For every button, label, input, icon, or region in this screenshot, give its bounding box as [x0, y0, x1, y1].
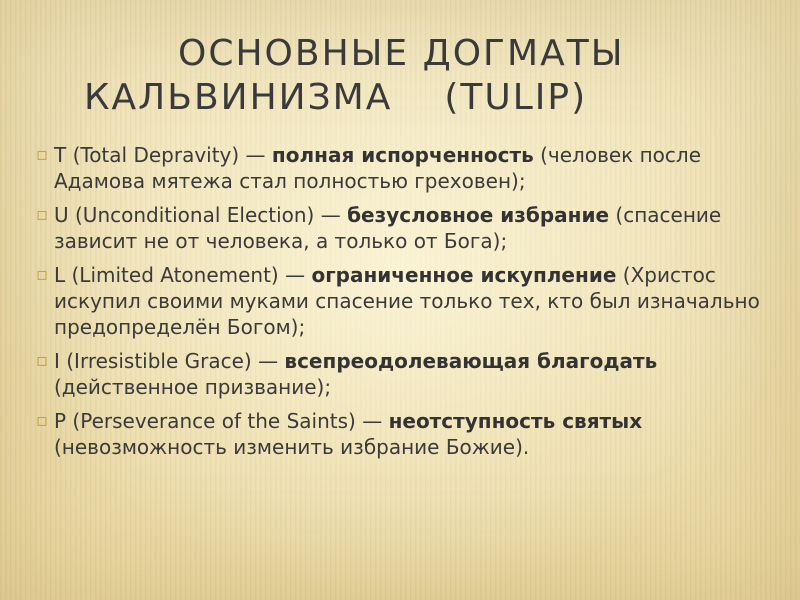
bullet-item-l: [36, 262, 776, 340]
item-description: (спасение зависит не от человека, а только от Бога);: [54, 203, 722, 253]
square-bullet-icon: ▫: [36, 204, 49, 225]
item-prefix: U (Unconditional Election) —: [54, 203, 348, 227]
item-description: (Христос искупил своими муками спасение только тех, кто был изначально предопределён Богом);: [54, 263, 760, 339]
item-prefix: L (Limited Atonement) —: [54, 263, 312, 287]
item-prefix: I (Irresistible Grace) —: [54, 349, 285, 373]
item-prefix: T (Total Depravity) —: [54, 143, 272, 167]
item-term: неотступность святых: [388, 409, 643, 433]
square-bullet-icon: ▫: [36, 350, 49, 371]
slide-title: [0, 30, 800, 130]
square-bullet-icon: ▫: [36, 264, 49, 285]
bullet-item-t: [36, 142, 776, 194]
bullet-item-p: [36, 408, 776, 460]
square-bullet-icon: ▫: [36, 410, 49, 431]
item-prefix: P (Perseverance of the Saints) —: [54, 409, 389, 433]
title-line-2-acronym: (TULIP): [444, 77, 588, 118]
item-term: полная испорченность: [271, 143, 534, 167]
bullet-list: [36, 142, 776, 468]
square-bullet-icon: ▫: [36, 144, 49, 165]
title-line-2-main: КАЛЬВИНИЗМА: [84, 77, 393, 118]
item-term: безусловное избрание: [347, 203, 610, 227]
item-description: (действенное призвание);: [54, 375, 332, 399]
bullet-item-i: [36, 348, 776, 400]
title-line-1: ОСНОВНЫЕ ДОГМАТЫ: [178, 33, 625, 74]
item-term: ограниченное искупление: [311, 263, 617, 287]
item-description: (невозможность изменить избрание Божие).: [54, 435, 530, 459]
item-term: всепреодолевающая благодать: [284, 349, 658, 373]
title-line-2: [84, 76, 587, 120]
bullet-item-u: [36, 202, 776, 254]
item-description: (человек после Адамова мятежа стал полностью греховен);: [54, 143, 701, 193]
